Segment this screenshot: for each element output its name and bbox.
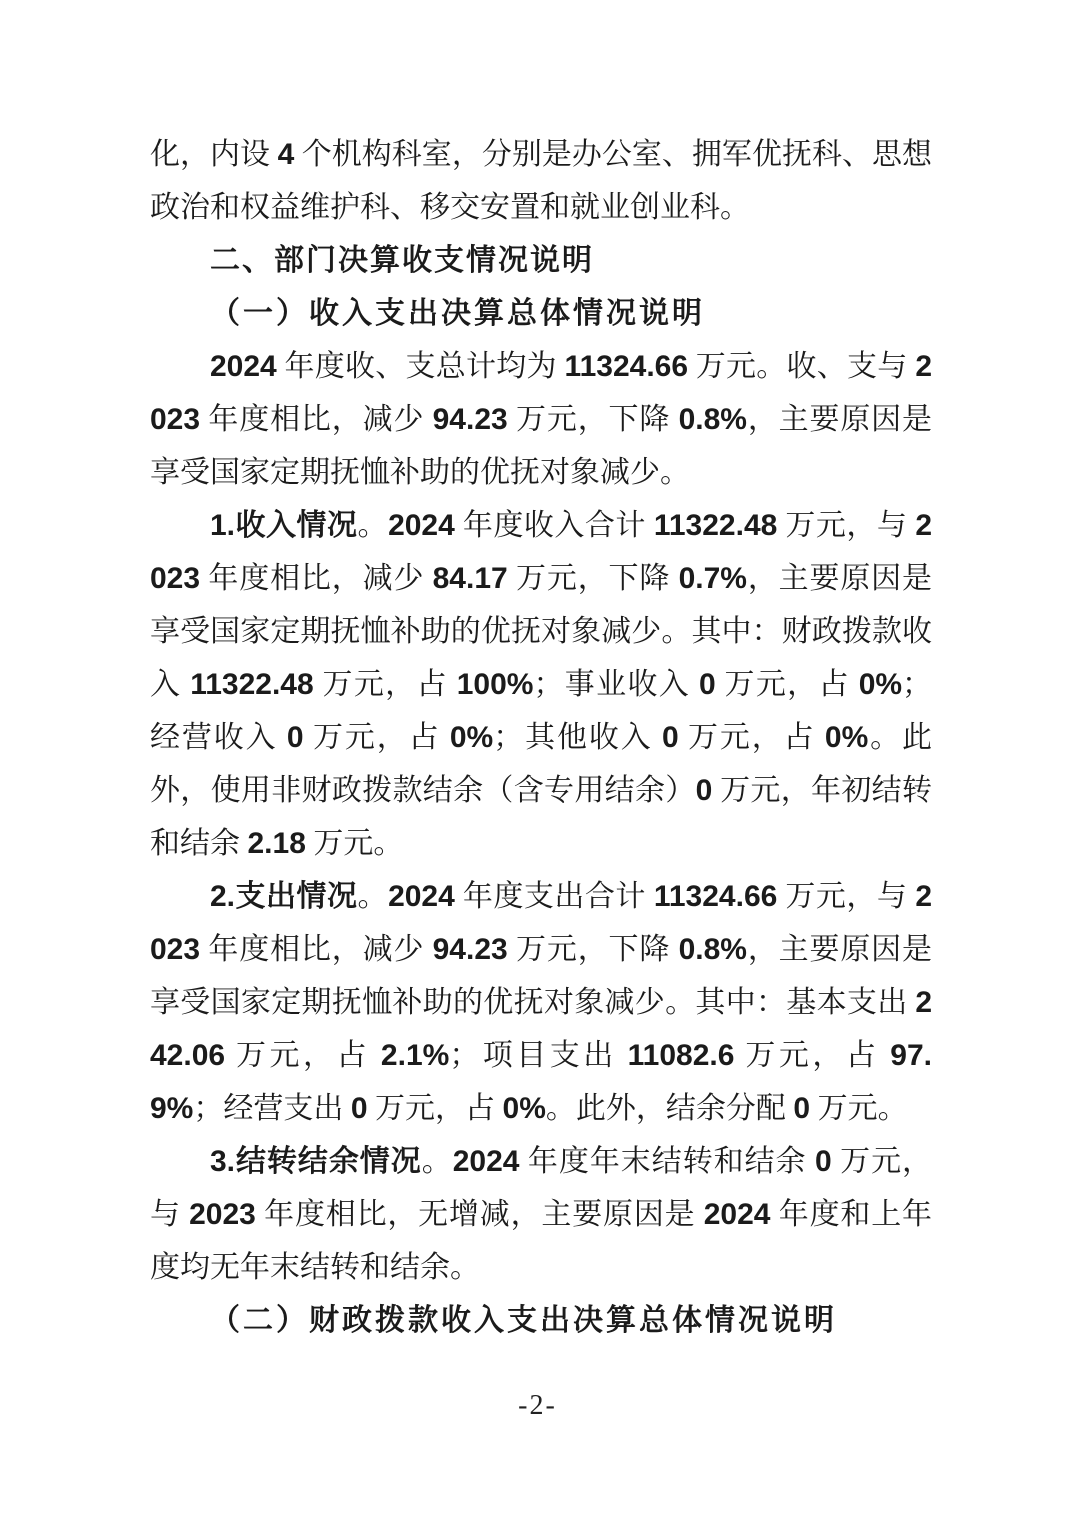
text-run: 0	[695, 774, 713, 807]
text-run: ，主要原因是享受国家定期抚恤补助的优抚对象减少。	[150, 403, 933, 489]
text-run: 。	[421, 1145, 453, 1178]
paragraph-income-situation	[150, 499, 932, 870]
text-run: 支出情况	[235, 880, 358, 913]
text-run: 1.	[210, 509, 236, 542]
text-run: 3.	[210, 1145, 236, 1178]
text-run: 11324.66	[653, 880, 778, 913]
text-run: 0	[814, 1145, 832, 1178]
heading-section-two	[150, 234, 932, 287]
document-body	[150, 128, 932, 1347]
text-run: 0	[793, 1092, 811, 1125]
text-run: 97.9%	[150, 1039, 933, 1125]
text-run: 万元，下降	[507, 933, 679, 966]
text-run: 万元，与	[777, 880, 916, 913]
text-run: 0%	[502, 1092, 546, 1125]
text-run: ，主要原因是享受国家定期抚恤补助的优抚对象减少。其中：财政拨款收入	[150, 562, 933, 701]
text-run: 0.8%	[678, 933, 747, 966]
text-run: 100%	[456, 668, 534, 701]
text-run: 2.1%	[380, 1039, 450, 1072]
heading-sub-one-income-expenditure-overview	[150, 287, 932, 340]
text-run: 2023	[150, 509, 933, 595]
text-run: 11082.6	[627, 1039, 735, 1072]
text-run: ，主要原因是享受国家定期抚恤补助的优抚对象减少。其中：基本支出	[150, 933, 933, 1019]
text-run: （一）收入支出决算总体情况说明	[210, 297, 705, 330]
text-run: 2024	[703, 1198, 771, 1231]
text-run: 2024	[210, 350, 277, 383]
text-run: 242.06	[150, 986, 932, 1072]
text-run: 万元，占	[313, 668, 457, 701]
text-run: 万元，与	[150, 1145, 933, 1231]
text-run: ；项目支出	[449, 1039, 628, 1072]
text-run: 0	[350, 1092, 368, 1125]
text-run: 万元，占	[303, 721, 450, 754]
text-run: 2024	[388, 509, 455, 542]
text-run: 11322.48	[653, 509, 778, 542]
text-run: （二）财政拨款收入支出决算总体情况说明	[210, 1304, 837, 1337]
text-run: 0%	[824, 721, 869, 754]
text-run: 0	[286, 721, 304, 754]
page-number: -2-	[518, 1390, 557, 1421]
text-run: 84.17	[432, 562, 508, 595]
text-run: 年度收入合计	[454, 509, 654, 542]
text-run: 年度收、支总计均为	[276, 350, 565, 383]
paragraph-overall-summary	[150, 340, 932, 499]
text-run: 万元，占	[678, 721, 825, 754]
text-run: 年度和上年度均无年末结转和结余。	[150, 1198, 933, 1284]
text-run: 。	[357, 509, 389, 542]
heading-sub-two-fiscal-appropriation-overview	[150, 1294, 932, 1347]
text-run: 万元，占	[734, 1039, 891, 1072]
text-run: 年度相比，减少	[200, 933, 433, 966]
text-run: ；经营支出	[193, 1092, 351, 1125]
text-run: 0.8%	[678, 403, 747, 436]
text-run: ；事业收入	[533, 668, 699, 701]
text-run: 万元，年初结转和结余	[150, 774, 932, 860]
text-run: 万元，与	[777, 509, 916, 542]
text-run: 94.23	[432, 403, 508, 436]
text-run: 2023	[189, 1198, 256, 1231]
text-run: 万元，下降	[507, 562, 679, 595]
text-run: 万元。	[305, 827, 404, 860]
text-run: 2024	[452, 1145, 520, 1178]
text-run: 万元，占	[225, 1039, 381, 1072]
text-run: 万元，下降	[507, 403, 679, 436]
text-run: 11324.66	[564, 350, 689, 383]
text-run: 年度年末结转和结余	[519, 1145, 815, 1178]
text-run: 0.7%	[678, 562, 747, 595]
text-run: ；其他收入	[493, 721, 662, 754]
text-run: 2.	[210, 880, 236, 913]
text-run: 0%	[858, 668, 903, 701]
paragraph-expenditure-situation	[150, 870, 932, 1135]
text-run: 2023	[150, 880, 933, 966]
text-run: 年度支出合计	[454, 880, 654, 913]
text-run: 0	[698, 668, 716, 701]
text-run: 万元。收、支与	[688, 350, 916, 383]
text-run: 化，内设	[150, 138, 278, 171]
paragraph-carryover-situation	[150, 1135, 932, 1294]
text-run: 年度相比，减少	[200, 562, 433, 595]
text-run: 年度相比，减少	[200, 403, 433, 436]
text-run: 。此外，结余分配	[545, 1092, 794, 1125]
text-run: 。	[357, 880, 389, 913]
text-run: 94.23	[432, 933, 508, 966]
text-run: 万元。	[810, 1092, 908, 1125]
text-run: 2023	[150, 350, 933, 436]
text-run: 。此外，使用非财政拨款结余（含专用结余）	[150, 721, 933, 807]
text-run: 2024	[388, 880, 455, 913]
text-run: 0	[661, 721, 679, 754]
text-run: 年度相比，无增减，主要原因是	[255, 1198, 704, 1231]
text-run: 万元，占	[715, 668, 859, 701]
text-run: 结转结余情况	[235, 1145, 422, 1178]
text-run: 万元，占	[367, 1092, 503, 1125]
text-run: ；经营收入	[150, 668, 933, 754]
text-run: 4	[277, 138, 295, 171]
text-run: 个机构科室，分别是办公室、拥军优抚科、思想政治和权益维护科、移交安置和就业创业科。	[150, 138, 933, 224]
text-run: 0%	[449, 721, 494, 754]
paragraph-org-structure-continuation	[150, 128, 932, 234]
text-run: 收入情况	[235, 509, 358, 542]
text-run: 2.18	[247, 827, 306, 860]
text-run: 11322.48	[190, 668, 314, 701]
text-run: 二、部门决算收支情况说明	[210, 244, 594, 277]
